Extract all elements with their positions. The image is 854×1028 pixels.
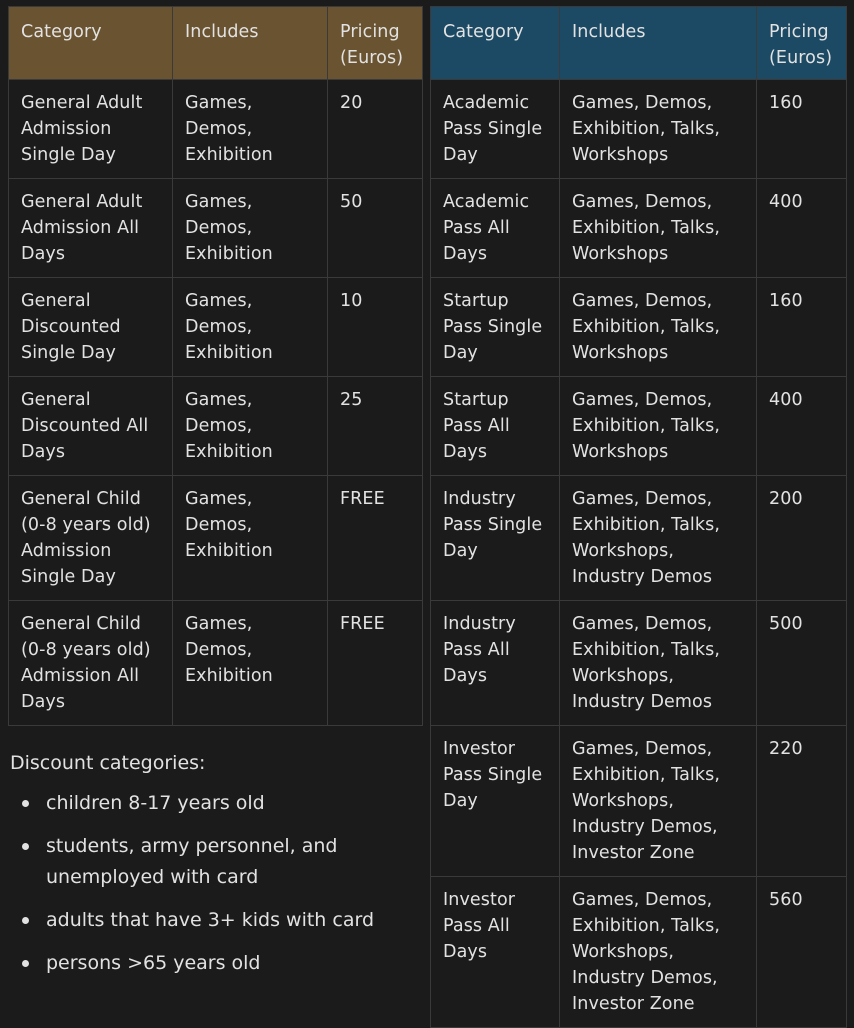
row-price: 50 (328, 179, 423, 278)
discount-list (10, 788, 420, 979)
row-price: 200 (757, 476, 847, 601)
header-category: Category (431, 7, 560, 80)
row-includes: Games, Demos, Exhibition, Talks, Workshops, Industry Demos (560, 601, 757, 726)
header-includes: Includes (560, 7, 757, 80)
table-row (431, 601, 847, 726)
bullet-icon (22, 917, 29, 924)
row-category: General Adult Admission Single Day (9, 80, 173, 179)
list-item-text: persons >65 years old (46, 952, 261, 974)
pass-pricing-table (430, 6, 847, 1028)
bullet-icon (22, 843, 29, 850)
row-includes: Games, Demos, Exhibition (173, 377, 328, 476)
table-row (9, 601, 423, 726)
table-row (9, 179, 423, 278)
table-row (9, 278, 423, 377)
table-row (431, 476, 847, 601)
list-item (10, 831, 420, 893)
row-price: FREE (328, 601, 423, 726)
row-includes: Games, Demos, Exhibition, Talks, Workshops (560, 377, 757, 476)
bullet-icon (22, 800, 29, 807)
row-includes: Games, Demos, Exhibition (173, 179, 328, 278)
bullet-icon (22, 960, 29, 967)
row-price: 560 (757, 877, 847, 1028)
row-price: 20 (328, 80, 423, 179)
row-category: General Discounted All Days (9, 377, 173, 476)
list-item-text: students, army personnel, and unemployed with card (46, 835, 338, 888)
row-category: Academic Pass Single Day (431, 80, 560, 179)
table-row (431, 278, 847, 377)
general-pricing-table (8, 6, 423, 726)
row-category: Investor Pass All Days (431, 877, 560, 1028)
row-includes: Games, Demos, Exhibition, Talks, Workshops (560, 80, 757, 179)
table-header-row (9, 7, 423, 80)
header-pricing: Pricing (Euros) (757, 7, 847, 80)
row-includes: Games, Demos, Exhibition, Talks, Workshops, Industry Demos (560, 476, 757, 601)
row-category: General Adult Admission All Days (9, 179, 173, 278)
row-includes: Games, Demos, Exhibition, Talks, Workshops, Industry Demos, Investor Zone (560, 726, 757, 877)
row-category: Startup Pass Single Day (431, 278, 560, 377)
row-category: Industry Pass All Days (431, 601, 560, 726)
row-category: Investor Pass Single Day (431, 726, 560, 877)
discount-categories (10, 748, 420, 991)
table-row (9, 377, 423, 476)
row-includes: Games, Demos, Exhibition (173, 601, 328, 726)
row-includes: Games, Demos, Exhibition (173, 278, 328, 377)
row-includes: Games, Demos, Exhibition (173, 476, 328, 601)
row-price: 220 (757, 726, 847, 877)
row-category: General Child (0-8 years old) Admission All Days (9, 601, 173, 726)
list-item-text: adults that have 3+ kids with card (46, 909, 375, 931)
row-category: General Child (0-8 years old) Admission Single Day (9, 476, 173, 601)
row-price: 10 (328, 278, 423, 377)
row-price: FREE (328, 476, 423, 601)
table-row (431, 377, 847, 476)
discount-heading: Discount categories: (10, 752, 206, 774)
row-category: Startup Pass All Days (431, 377, 560, 476)
table-row (9, 476, 423, 601)
row-price: 400 (757, 179, 847, 278)
table-header-row (431, 7, 847, 80)
row-category: General Discounted Single Day (9, 278, 173, 377)
row-category: Academic Pass All Days (431, 179, 560, 278)
table-row (431, 179, 847, 278)
list-item (10, 788, 420, 819)
row-includes: Games, Demos, Exhibition (173, 80, 328, 179)
row-price: 400 (757, 377, 847, 476)
table-row (431, 726, 847, 877)
header-category: Category (9, 7, 173, 80)
list-item (10, 948, 420, 979)
row-category: Industry Pass Single Day (431, 476, 560, 601)
row-includes: Games, Demos, Exhibition, Talks, Workshops, Industry Demos, Investor Zone (560, 877, 757, 1028)
row-price: 25 (328, 377, 423, 476)
row-price: 160 (757, 80, 847, 179)
row-includes: Games, Demos, Exhibition, Talks, Workshops (560, 278, 757, 377)
list-item-text: children 8-17 years old (46, 792, 265, 814)
row-price: 160 (757, 278, 847, 377)
list-item (10, 905, 420, 936)
header-pricing: Pricing (Euros) (328, 7, 423, 80)
row-includes: Games, Demos, Exhibition, Talks, Workshops (560, 179, 757, 278)
table-row (9, 80, 423, 179)
table-row (431, 877, 847, 1028)
row-price: 500 (757, 601, 847, 726)
table-row (431, 80, 847, 179)
header-includes: Includes (173, 7, 328, 80)
